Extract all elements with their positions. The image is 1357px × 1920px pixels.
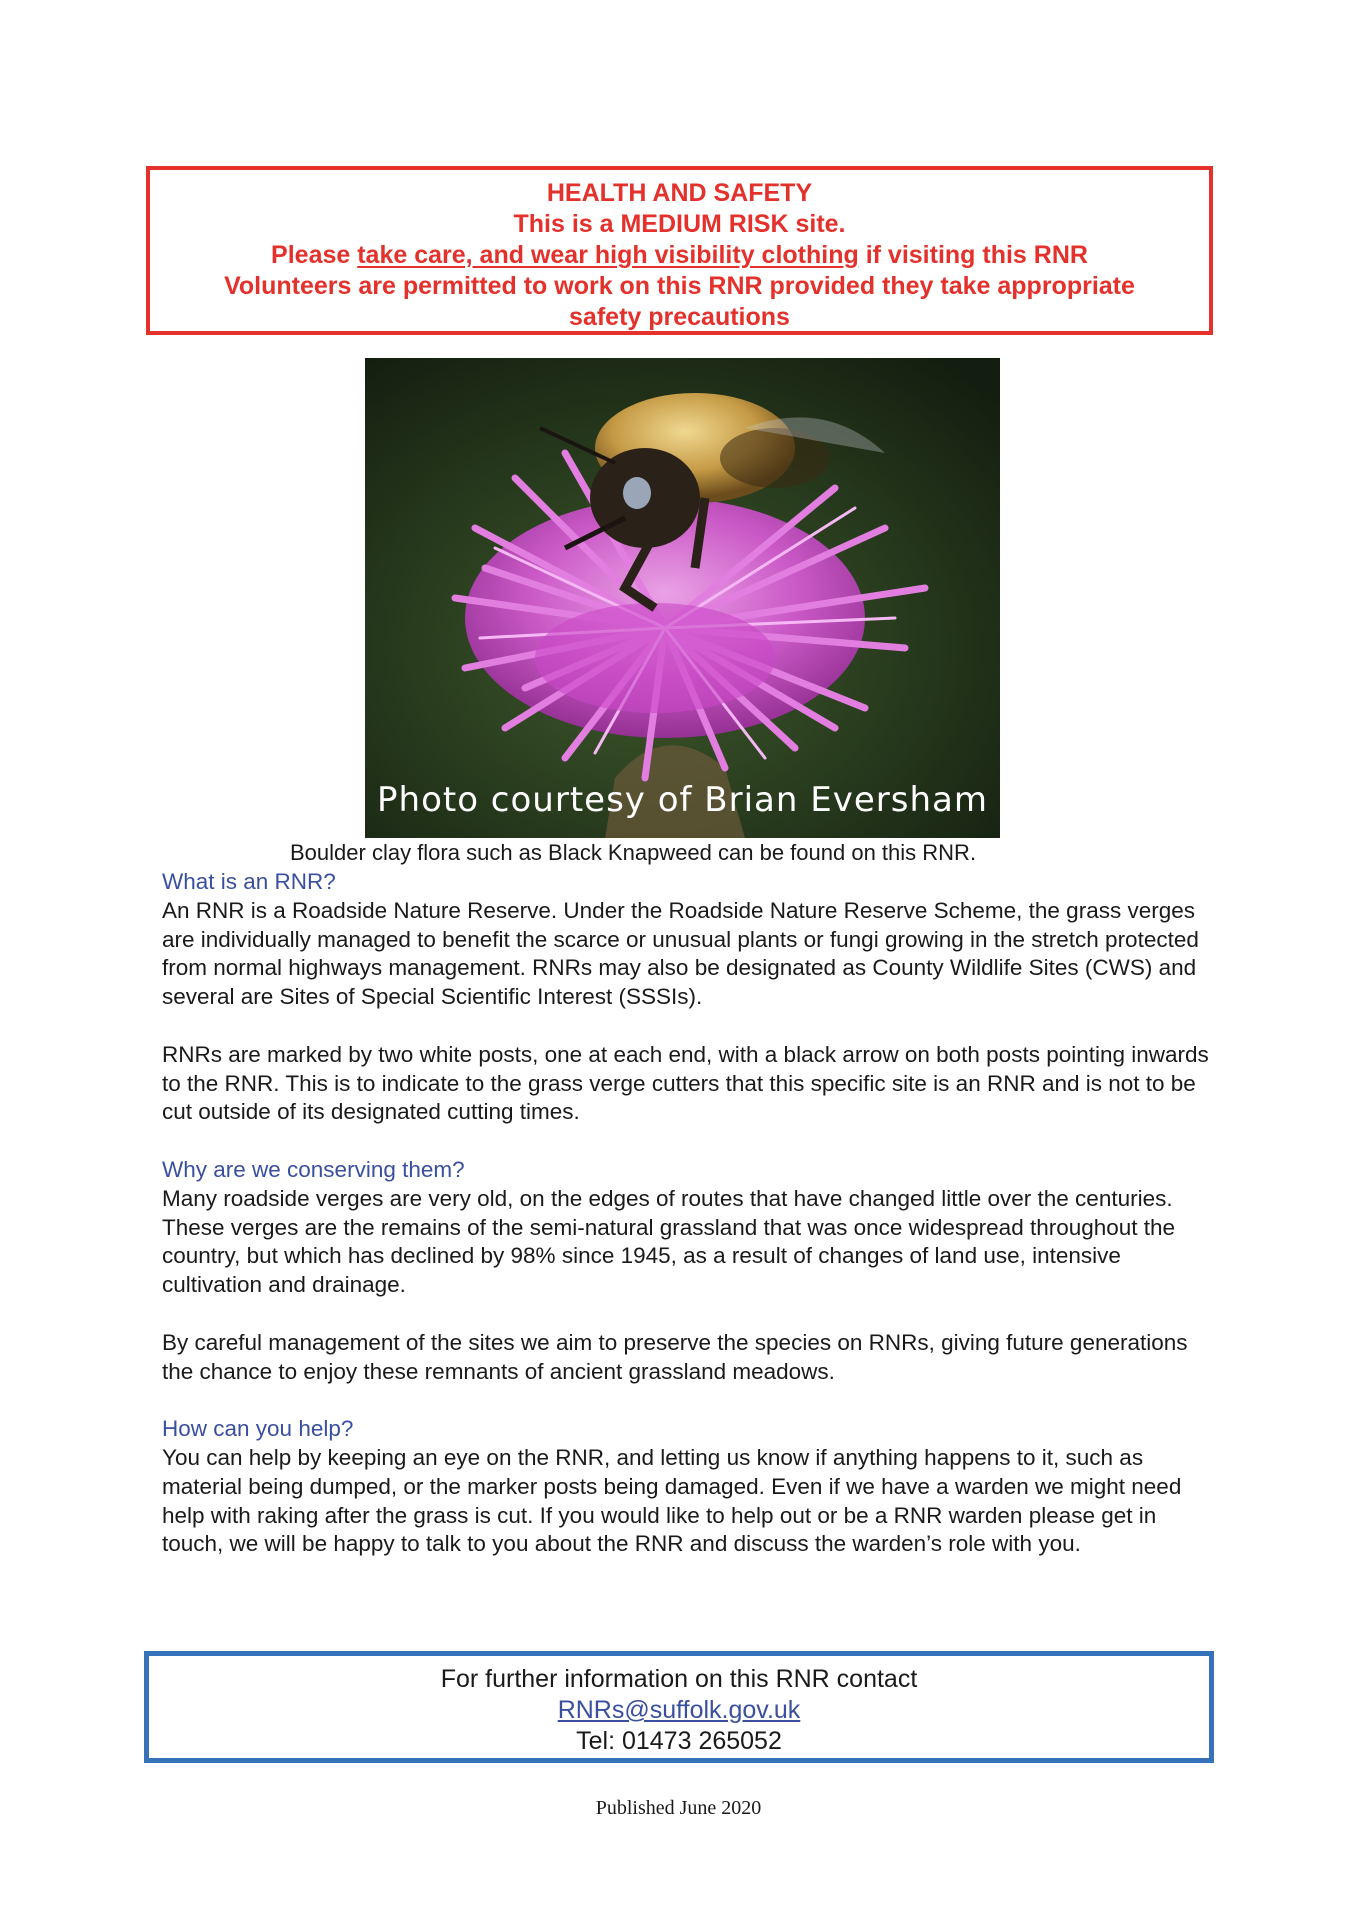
volunteers-line-2: safety precautions (569, 303, 790, 331)
photo-credit: Photo courtesy of Brian Eversham (377, 780, 988, 820)
contact-email-link[interactable]: RNRs@suffolk.gov.uk (557, 1696, 801, 1724)
paragraph: By careful management of the sites we aim to preserve the species on RNRs, giving future generations the chance to enjoy these remnants of ancient grassland meadows. (162, 1329, 1188, 1384)
care-prefix: Please (271, 241, 358, 269)
care-warning (150, 240, 1209, 271)
bee-on-knapweed-photo (365, 358, 1000, 838)
risk-level: This is a MEDIUM RISK site. (513, 210, 846, 238)
health-safety-box (146, 166, 1213, 335)
contact-intro: For further information on this RNR contact (440, 1665, 918, 1693)
contact-tel: Tel: 01473 265052 (576, 1727, 782, 1755)
paragraph: You can help by keeping an eye on the RNR, and letting us know if anything happens to it, such as material being dumped, or the marker posts being damaged. Even if we have a warden we might need help with raking after the grass is cut. If you would like to help out or be a RNR warden please get in touch, we will be happy to talk to you about the RNR and discuss the warden’s role with you. (162, 1444, 1182, 1557)
paragraph: RNRs are marked by two white posts, one at each end, with a black arrow on both posts pointing inwards to the RNR. This is to indicate to the grass verge cutters that this specific site is an RNR and is not to be cut outside of its designated cutting times. (162, 1041, 1209, 1125)
published-date: Published June 2020 (595, 1797, 762, 1819)
photo-caption: Boulder clay flora such as Black Knapweed can be found on this RNR. (290, 840, 977, 865)
section-heading-why-conserve: Why are we conserving them? (162, 1156, 465, 1182)
contact-box (144, 1651, 1214, 1763)
section-heading-what-is-rnr: What is an RNR? (162, 869, 336, 894)
photo-illustration (365, 358, 1000, 838)
care-suffix: if visiting this RNR (858, 241, 1088, 269)
main-content (162, 868, 1212, 1588)
volunteers-line-1: Volunteers are permitted to work on this RNR provided they take appropriate (224, 272, 1135, 300)
health-safety-title: HEALTH AND SAFETY (546, 179, 813, 207)
care-underlined: take care, and wear high visibility clothing (357, 241, 859, 269)
paragraph: Many roadside verges are very old, on the edges of routes that have changed little over the centuries. These verges are the remains of the semi-natural grassland that was once widespread throughout the country, but which has declined by 98% since 1945, as a result of changes of land use, intensive cultivation and drainage. (162, 1185, 1176, 1298)
section-heading-how-help: How can you help? (162, 1416, 354, 1442)
paragraph: An RNR is a Roadside Nature Reserve. Under the Roadside Nature Reserve Scheme, the grass verges are individually managed to benefit the scarce or unusual plants or fungi growing in the stretch protected from normal highways management. RNRs may also be designated as County Wildlife Sites (CWS) and several are Sites of Special Scientific Interest (SSSIs). (162, 897, 1199, 1010)
